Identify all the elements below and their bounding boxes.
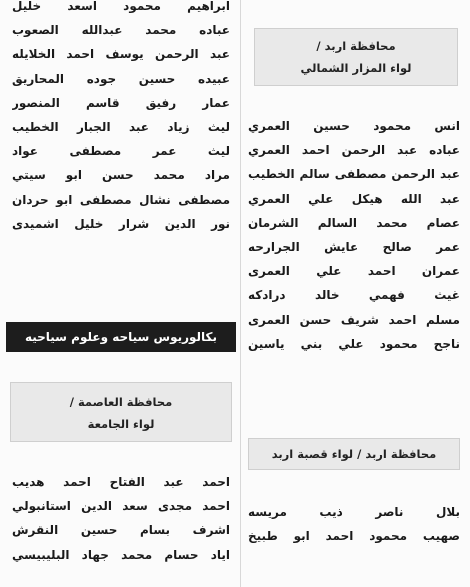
- list-item: احمد عبد الفتاح احمد هديب: [12, 475, 230, 489]
- left-column: [6, 0, 236, 587]
- list-item: ليث عمر مصطفى عواد: [12, 144, 230, 159]
- list-item: مراد محمد حسن ابو سيتي: [12, 168, 230, 183]
- list-item: عمار رفيق قاسم المنصور: [12, 95, 230, 110]
- list-item: انس محمود حسين العمري: [248, 119, 460, 133]
- list-item: عباده محمد عبدالله الصعوب: [12, 23, 230, 38]
- list-item: ليث زياد عبد الجبار الخطيب: [12, 119, 230, 134]
- list-item: غيث فهمي خالد درادكه: [248, 288, 460, 303]
- list-item: عبد الله هيكل علي العمري: [248, 191, 460, 206]
- column-divider: [240, 0, 241, 587]
- list-item: بلال ناصر ذيب مريسه: [248, 505, 460, 519]
- list-item: عصام محمد السالم الشرمان: [248, 215, 460, 230]
- right-column: [244, 0, 466, 587]
- list-item: احمد مجدى سعد الدين استانبولي: [12, 499, 230, 514]
- name-list-left-top: [12, 0, 230, 236]
- list-item: عمر صالح عايش الجرارحه: [248, 239, 460, 254]
- region-box-capital: [10, 382, 232, 442]
- list-item: اشرف بسام حسين النقرش: [12, 523, 230, 538]
- list-item: ابراهيم محمود اسعد خليل: [12, 0, 230, 13]
- name-list-right-top: [248, 114, 460, 356]
- list-item: نور الدين شرار خليل اشميدى: [12, 216, 230, 231]
- region-box-line1: محافظة العاصمة /: [69, 395, 173, 409]
- list-item: عبد الرحمن مصطفى سالم الخطيب: [248, 167, 460, 182]
- region-box-line2: لواء المزار الشمالي: [300, 61, 412, 75]
- region-box-mazar: [254, 28, 458, 86]
- list-item: اياد حسام محمد جهاد البليبيسي: [12, 547, 230, 562]
- list-item: عباده عبد الرحمن احمد العمري: [248, 143, 460, 158]
- region-box-label: محافظة اربد / لواء قصبة اربد: [271, 447, 437, 461]
- list-item: صهيب محمود احمد ابو طبيخ: [248, 529, 460, 544]
- list-item: عمران احمد علي العمرى: [248, 264, 460, 279]
- list-item: عبد الرحمن يوسف احمد الخلايله: [12, 47, 230, 62]
- region-box-irbid: [248, 438, 460, 470]
- list-item: عبيده حسين جوده المحاريق: [12, 71, 230, 86]
- section-band-tourism: بكالوريوس سياحه وعلوم سياحيه: [6, 322, 236, 352]
- region-box-line1: محافظة اربد /: [316, 39, 396, 53]
- name-list-left-bottom: [12, 470, 230, 567]
- list-item: ناجح محمود علي بني ياسين: [248, 336, 460, 351]
- region-box-line2: لواء الجامعة: [87, 417, 155, 431]
- name-list-right-bottom: [248, 500, 460, 548]
- list-item: مسلم احمد شريف حسن العمرى: [248, 312, 460, 327]
- list-item: مصطفى نشال مصطفى ابو حردان: [12, 192, 230, 207]
